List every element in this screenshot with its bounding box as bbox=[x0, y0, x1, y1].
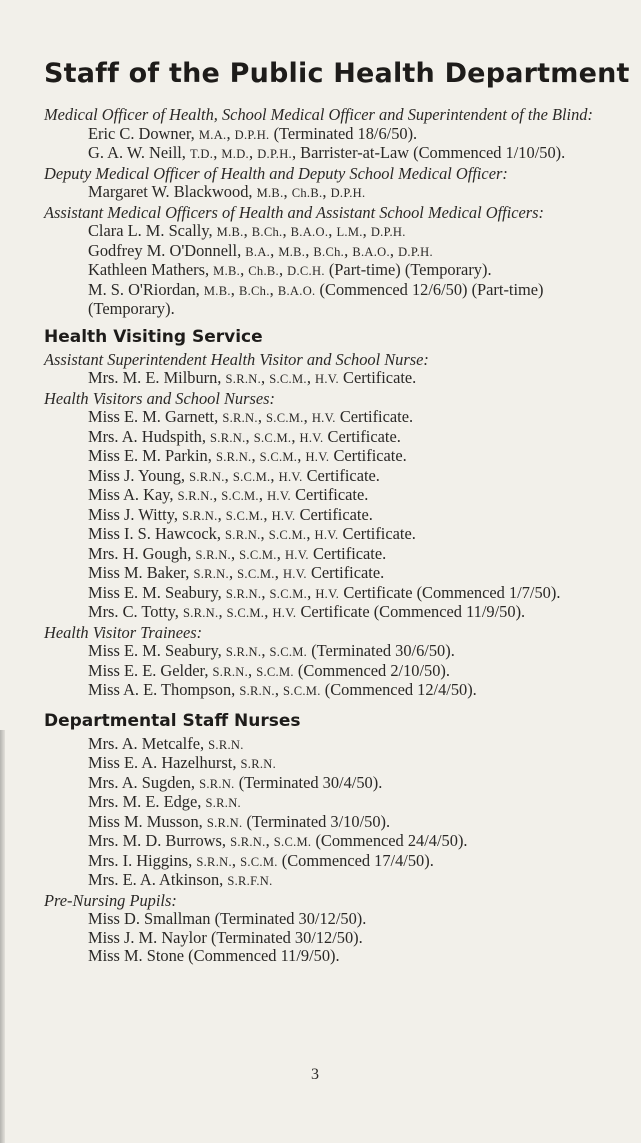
list-item: Mrs. A. Sugden, S.R.N. (Terminated 30/4/50). bbox=[88, 772, 383, 792]
list-item: Miss A. E. Thompson, S.R.N., S.C.M. (Commenced 12/4/50). bbox=[88, 680, 477, 699]
list-item: Mrs. I. Higgins, S.R.N., S.C.M. (Commenced 17/4/50). bbox=[88, 850, 434, 870]
list-item: Margaret W. Blackwood, M.B., Ch.B., D.P.H. bbox=[88, 182, 366, 201]
list-item: Mrs. M. E. Edge, S.R.N. bbox=[88, 792, 241, 811]
list-heading: Health Visitors and School Nurses: bbox=[44, 388, 275, 408]
list-item: Mrs. H. Gough, S.R.N., S.C.M., H.V. Certificate. bbox=[88, 543, 387, 563]
list-item: Eric C. Downer, M.A., D.P.H. (Terminated 18/6/50). bbox=[88, 123, 418, 143]
staff-list bbox=[44, 106, 600, 966]
list-item: Miss I. S. Hawcock, S.R.N., S.C.M., H.V. Certificate. bbox=[88, 524, 416, 543]
list-item: Mrs. M. D. Burrows, S.R.N., S.C.M. (Commenced 24/4/50). bbox=[88, 831, 468, 850]
page-edge-shadow bbox=[0, 730, 5, 1143]
list-item: Kathleen Mathers, M.B., Ch.B., D.C.H. (Part-time) (Temporary). bbox=[88, 260, 492, 279]
list-item: Clara L. M. Scally, M.B., B.Ch., B.A.O., L.M., D.P.H. bbox=[88, 221, 406, 240]
list-item: M. S. O'Riordan, M.B., B.Ch., B.A.O. (Commenced 12/6/50) (Part-time) (Temporary). bbox=[88, 279, 544, 318]
list-heading: Medical Officer of Health, School Medical Officer and Superintendent of the Blind: bbox=[44, 105, 593, 124]
list-item: Mrs. E. A. Atkinson, S.R.F.N. bbox=[88, 870, 273, 889]
list-item: Miss E. M. Seabury, S.R.N., S.C.M., H.V. Certificate (Commenced 1/7/50). bbox=[88, 582, 561, 602]
list-heading: Assistant Medical Officers of Health and Assistant School Medical Officers: bbox=[44, 202, 545, 222]
list-item: Miss D. Smallman (Terminated 30/12/50). bbox=[88, 909, 367, 928]
list-item: Mrs. A. Hudspith, S.R.N., S.C.M., H.V. Certificate. bbox=[88, 426, 401, 446]
list-heading: Assistant Superintendent Health Visitor and School Nurse: bbox=[44, 349, 429, 369]
section-title: Departmental Staff Nurses bbox=[44, 710, 301, 731]
list-item: Miss J. Young, S.R.N., S.C.M., H.V. Certificate. bbox=[88, 465, 380, 485]
list-item: Mrs. C. Totty, S.R.N., S.C.M., H.V. Certificate (Commenced 11/9/50). bbox=[88, 602, 526, 621]
list-item: Mrs. M. E. Milburn, S.R.N., S.C.M., H.V. Certificate. bbox=[88, 368, 417, 387]
list-item: Miss M. Musson, S.R.N. (Terminated 3/10/50). bbox=[88, 811, 391, 831]
page-number: 3 bbox=[311, 1066, 319, 1083]
list-heading: Pre-Nursing Pupils: bbox=[44, 890, 177, 910]
list-item: Miss E. M. Seabury, S.R.N., S.C.M. (Terminated 30/6/50). bbox=[88, 641, 455, 660]
list-item: Miss E. E. Gelder, S.R.N., S.C.M. (Commenced 2/10/50). bbox=[88, 660, 450, 680]
list-item: Miss J. M. Naylor (Terminated 30/12/50). bbox=[88, 927, 363, 947]
list-item: Godfrey M. O'Donnell, B.A., M.B., B.Ch., B.A.O., D.P.H. bbox=[88, 240, 433, 260]
list-heading: Deputy Medical Officer of Health and Deputy School Medical Officer: bbox=[44, 163, 508, 183]
list-item: Miss E. M. Parkin, S.R.N., S.C.M., H.V. Certificate. bbox=[88, 446, 407, 465]
list-item: Miss E. A. Hazelhurst, S.R.N. bbox=[88, 753, 277, 772]
list-item: Miss E. M. Garnett, S.R.N., S.C.M., H.V. Certificate. bbox=[88, 407, 414, 426]
list-item: Miss J. Witty, S.R.N., S.C.M., H.V. Certificate. bbox=[88, 504, 373, 524]
section-title: Health Visiting Service bbox=[44, 326, 263, 347]
list-item: Miss M. Stone (Commenced 11/9/50). bbox=[88, 946, 340, 965]
list-item: Miss M. Baker, S.R.N., S.C.M., H.V. Certificate. bbox=[88, 563, 385, 582]
list-item: G. A. W. Neill, T.D., M.D., D.P.H., Barrister-at-Law (Commenced 1/10/50). bbox=[88, 143, 566, 162]
page-title: Staff of the Public Health Department bbox=[44, 58, 630, 89]
list-heading: Health Visitor Trainees: bbox=[44, 622, 203, 642]
list-item: Miss A. Kay, S.R.N., S.C.M., H.V. Certificate. bbox=[88, 485, 369, 504]
list-item: Mrs. A. Metcalfe, S.R.N. bbox=[88, 733, 244, 753]
